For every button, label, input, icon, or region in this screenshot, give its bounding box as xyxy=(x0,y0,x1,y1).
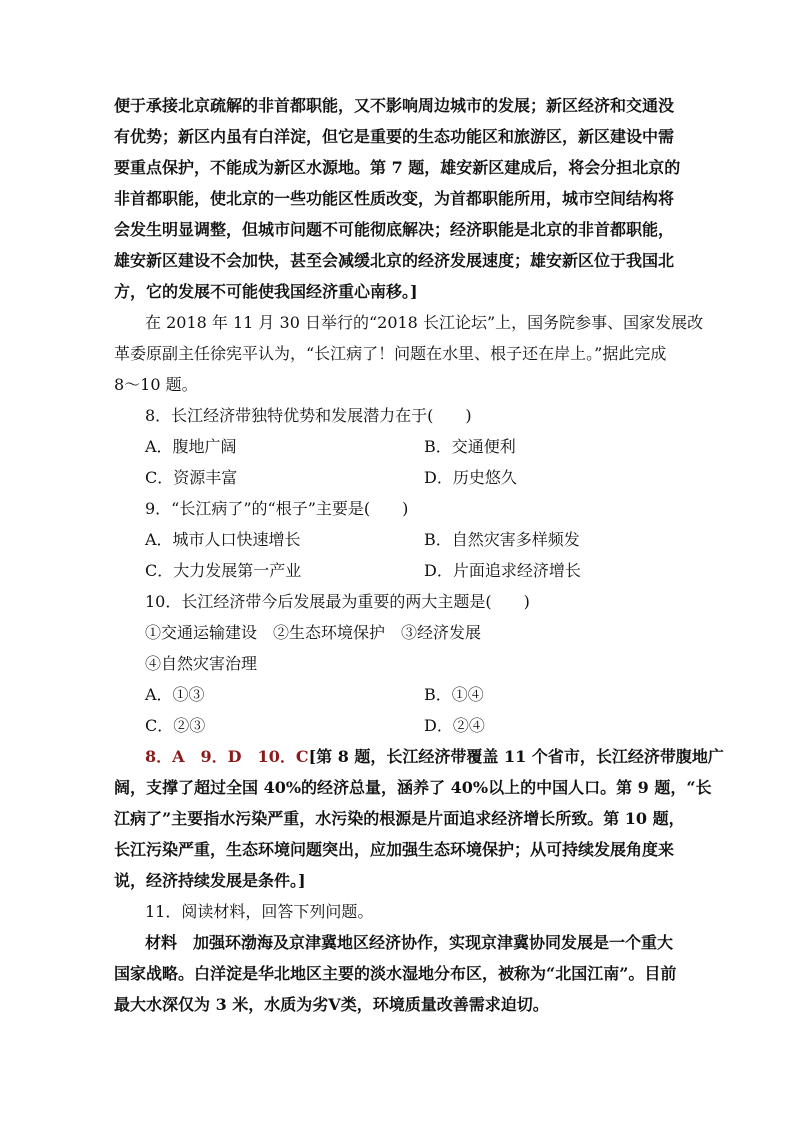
answer-line: 长江污染严重，生态环境问题突出，应加强生态环境保护；从可持续发展角度来 xyxy=(114,840,675,859)
material-line: 革委原副主任徐宪平认为，“长江病了！问题在水里、根子还在岸上。”据此完成 xyxy=(114,344,667,363)
question-11-material-line: 国家战略。白洋淀是华北地区主要的淡水湿地分布区，被称为“北国江南”。目前 xyxy=(114,964,677,983)
question-9-option-c: C．大力发展第一产业 xyxy=(145,561,302,580)
prev-answer-line: 非首都职能，使北京的一些功能区性质改变，为首都职能所用，城市空间结构将 xyxy=(114,189,675,208)
answer-line: 说，经济持续发展是条件。] xyxy=(114,871,306,890)
question-11-material-line: 材料 加强环渤海及京津冀地区经济协作，实现京津冀协同发展是一个重大 xyxy=(145,933,674,952)
question-10-option-c: C．②③ xyxy=(145,716,206,735)
question-8-option-c: C．资源丰富 xyxy=(145,468,238,487)
question-10-items: ①交通运输建设 ②生态环境保护 ③经济发展 xyxy=(145,623,482,642)
question-9-stem: 9．“长江病了”的“根子”主要是( ) xyxy=(145,499,409,518)
prev-answer-line: 便于承接北京疏解的非首都职能，又不影响周边城市的发展；新区经济和交通没 xyxy=(114,96,675,115)
prev-answer-line: 会发生明显调整，但城市问题不可能彻底解决；经济职能是北京的非首都职能， xyxy=(114,220,675,239)
material-line: 在 2018 年 11 月 30 日举行的“2018 长江论坛”上，国务院参事、国家发展改 xyxy=(145,313,704,332)
question-9-option-d: D．片面追求经济增长 xyxy=(424,561,581,580)
question-10-items: ④自然灾害治理 xyxy=(145,654,258,673)
prev-answer-line: 雄安新区建设不会加快，甚至会减缓北京的经济发展速度；雄安新区位于我国北 xyxy=(114,251,675,270)
question-9-option-a: A．城市人口快速增长 xyxy=(145,530,301,549)
prev-answer-line: 方，它的发展不可能使我国经济重心南移。] xyxy=(114,282,418,301)
question-10-option-d: D．②④ xyxy=(424,716,485,735)
question-10-option-a: A．①③ xyxy=(145,685,205,704)
question-8-option-b: B．交通便利 xyxy=(424,437,516,456)
prev-answer-line: 有优势；新区内虽有白洋淀，但它是重要的生态功能区和旅游区，新区建设中需 xyxy=(114,127,675,146)
answer-line xyxy=(145,747,724,767)
question-10-stem: 10．长江经济带今后发展最为重要的两大主题是( ) xyxy=(145,592,530,611)
question-8-option-a: A．腹地广阔 xyxy=(145,437,237,456)
question-9-option-b: B．自然灾害多样频发 xyxy=(424,530,580,549)
answer-explanation: [第 8 题，长江经济带覆盖 11 个省市，长江经济带腹地广 xyxy=(308,747,724,766)
prev-answer-line: 要重点保护，不能成为新区水源地。第 7 题，雄安新区建成后，将会分担北京的 xyxy=(114,158,681,177)
answer-line: 江病了”主要指水污染严重，水污染的根源是片面追求经济增长所致。第 10 题， xyxy=(114,809,685,828)
answer-line: 阔，支撑了超过全国 40%的经济总量，涵养了 40%以上的中国人口。第 9 题，“长 xyxy=(114,778,712,797)
question-8-option-d: D．历史悠久 xyxy=(424,468,517,487)
material-line: 8～10 题。 xyxy=(114,375,198,394)
question-8-stem: 8．长江经济带独特优势和发展潜力在于( ) xyxy=(145,406,472,425)
question-11-material-line: 最大水深仅为 3 米，水质为劣Ⅴ类，环境质量改善需求迫切。 xyxy=(114,995,549,1014)
answer-keys: 8．A 9．D 10．C xyxy=(145,747,309,766)
question-10-option-b: B．①④ xyxy=(424,685,484,704)
question-11-stem: 11．阅读材料，回答下列问题。 xyxy=(145,902,374,921)
